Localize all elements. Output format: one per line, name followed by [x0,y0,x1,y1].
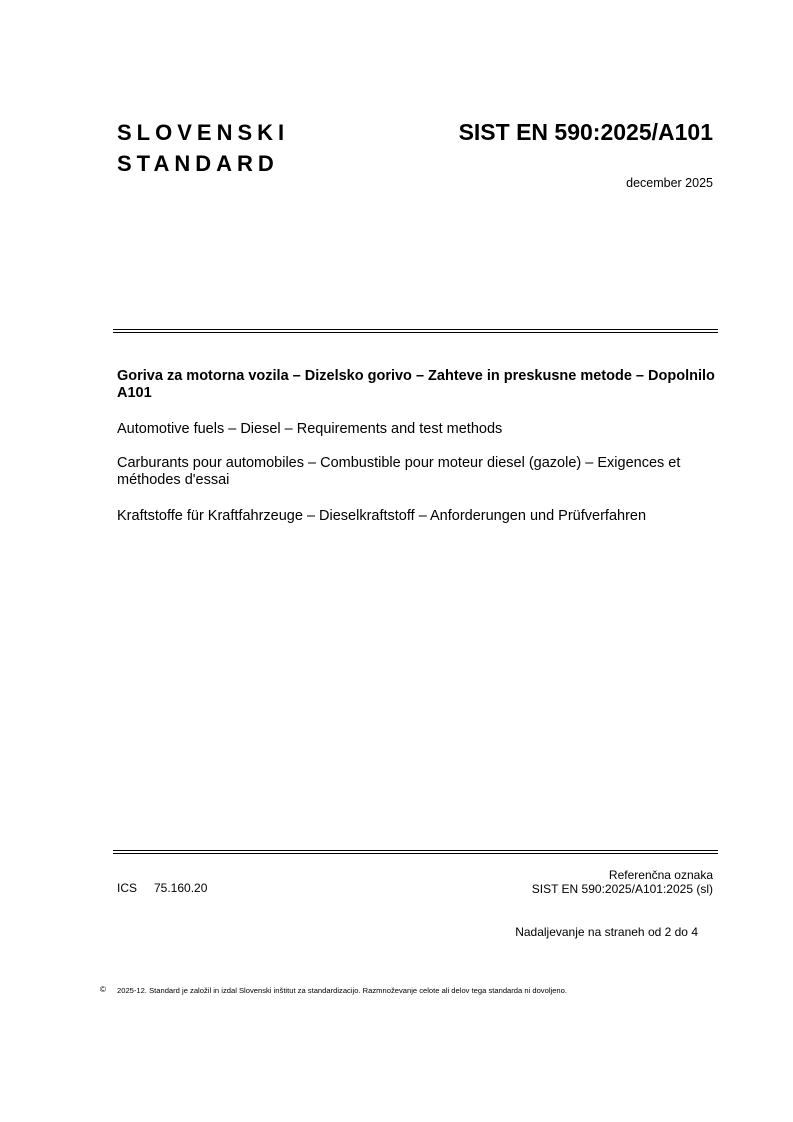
ics-label: ICS [117,881,138,895]
copyright-notice: 2025-12. Standard je založil in izdal Slovenski inštitut za standardizacijo. Razmnoževanje celote ali delov tega standarda ni dovoljeno. [117,986,567,995]
reference-code: SIST EN 590:2025/A101:2025 (sl) [531,882,713,896]
bottom-divider [113,850,718,854]
title-german: Kraftstoffe für Kraftfahrzeuge – Dieselkraftstoff – Anforderungen und Prüfverfahren [117,508,647,524]
standard-number: SIST EN 590:2025/A101 [458,119,713,145]
title-slovenian: Goriva za motorna vozila – Dizelsko gorivo – Zahteve in preskusne metode – Dopolnilo A101 [117,368,715,401]
copyright-symbol: © [100,985,106,994]
organization-name-line-2: STANDARD [117,151,279,176]
publication-date: december 2025 [626,176,713,190]
top-divider [113,329,718,333]
reference-label: Referenčna oznaka [608,868,713,882]
organization-name-line-1: SLOVENSKI [117,120,290,145]
title-french: Carburants pour automobiles – Combustible pour moteur diesel (gazole) – Exigences et méthodes d'essai [117,455,681,488]
ics-code: 75.160.20 [154,881,208,895]
title-english: Automotive fuels – Diesel – Requirements and test methods [117,421,503,437]
page-continuation-note: Nadaljevanje na straneh od 2 do 4 [515,925,698,939]
